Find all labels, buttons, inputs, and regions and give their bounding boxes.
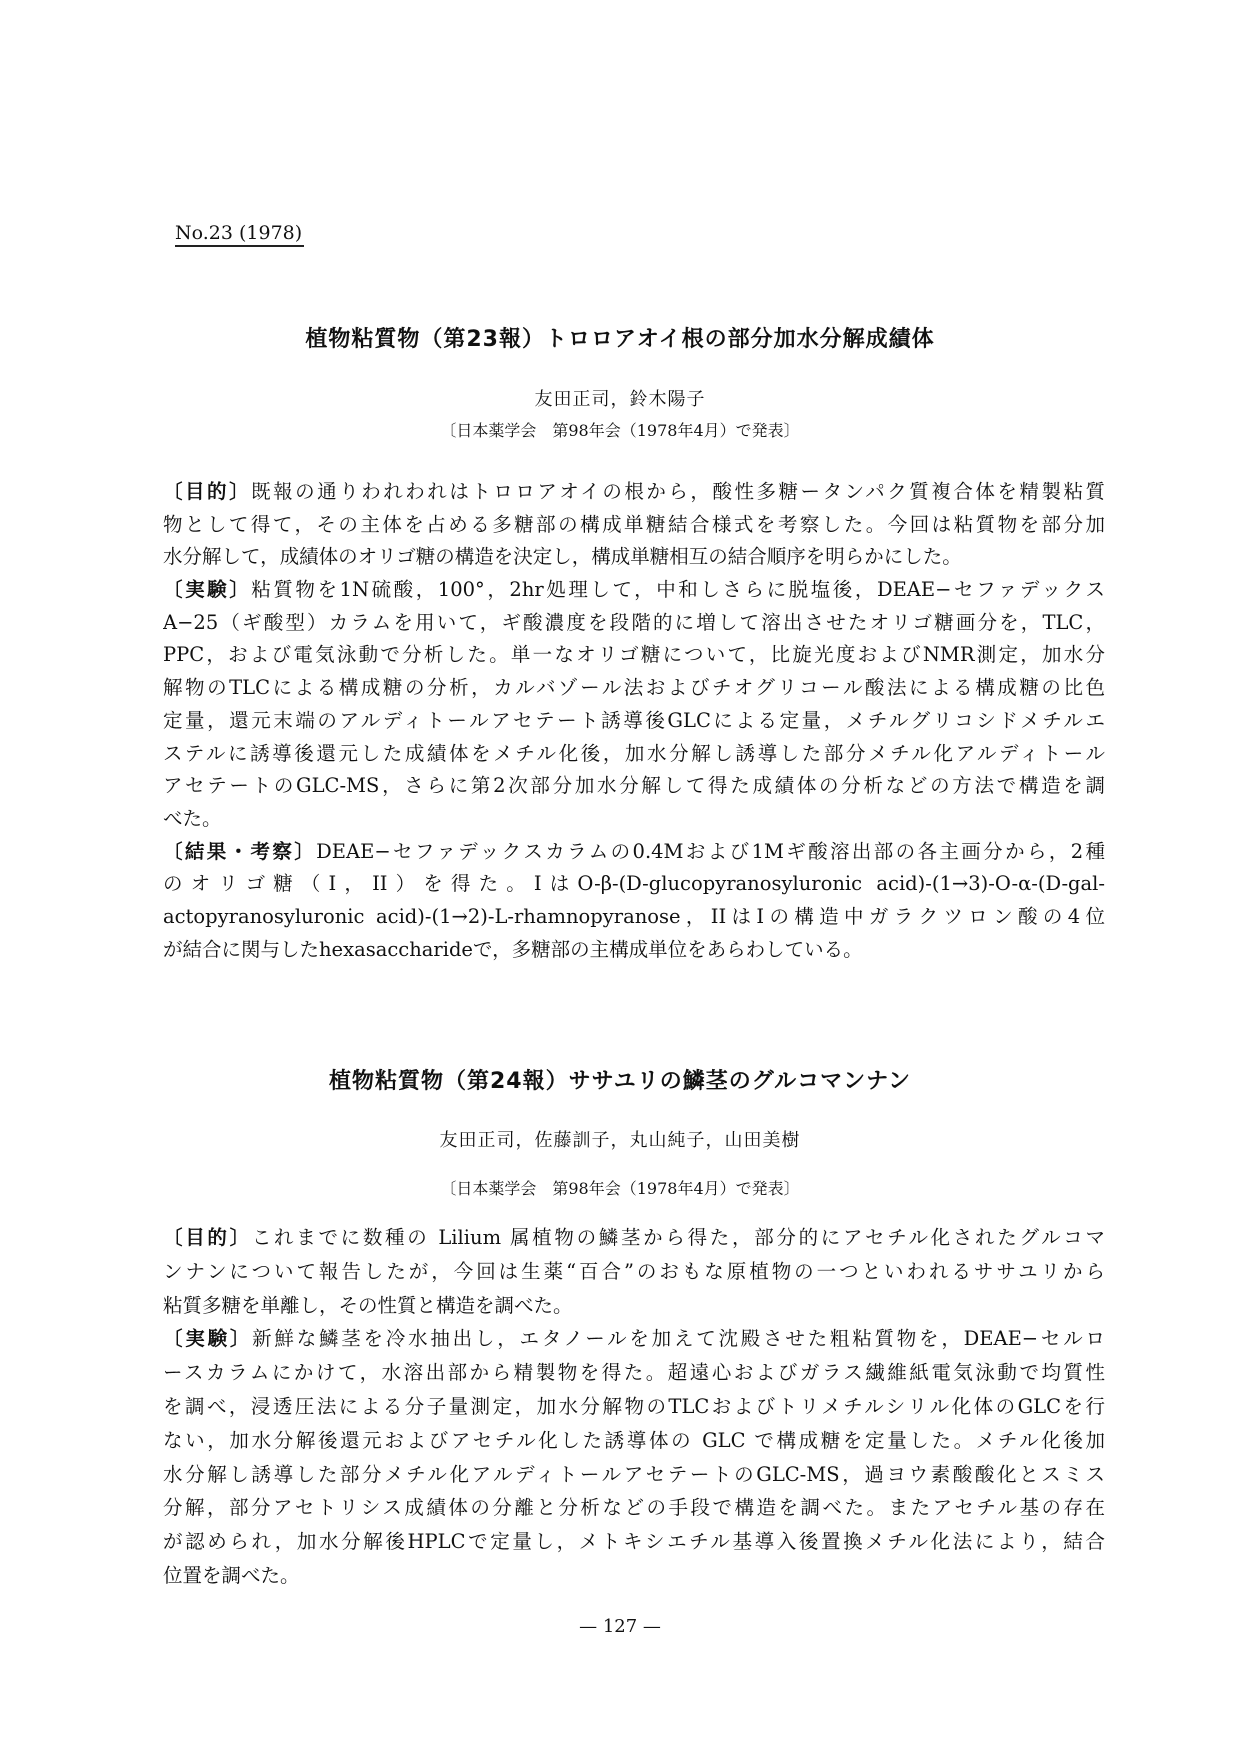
- paragraph-line: [163, 1390, 1105, 1424]
- line-text: 定量，還元末端のアルディトールアセテート誘導後GLCによる定量，メチルグリコシドメチルエ: [163, 708, 1105, 732]
- section-1-authors: 友田正司，鈴木陽子: [534, 389, 706, 410]
- paragraph-line: [163, 1255, 1105, 1289]
- line-text: DEAE−セファデックスカラムの0.4Mおよび1Mギ酸溶出部の各主画分から，2種: [316, 839, 1105, 863]
- paragraph-line: [163, 934, 1105, 967]
- line-text: 水分解して，成績体のオリゴ糖の構造を決定し，構成単糖相互の結合順序を明らかにした。: [163, 545, 962, 569]
- paragraph-label: 〔目的〕: [163, 1226, 252, 1249]
- line-text: ンナンについて報告したが，今回は生薬“百合”のおもな原植物の一つといわれるササユリから: [163, 1259, 1105, 1283]
- paragraph-line: [163, 476, 1105, 509]
- line-text: A−25（ギ酸型）カラムを用いて，ギ酸濃度を段階的に増して溶出させたオリゴ糖画分を，TLC，: [163, 610, 1105, 634]
- line-text: のオリゴ糖（I，II）を得た。IはO-β-(D-glucopyranosyluronic acid)-(1→3)-O-α-(D-gal-: [163, 872, 1105, 896]
- paragraph-line: [163, 836, 1105, 869]
- line-text: 水分解し誘導した部分メチル化アルディトールアセテートのGLC-MS，過ヨウ素酸酸化とスミス: [163, 1462, 1105, 1486]
- paragraph-line: [163, 672, 1105, 705]
- line-text: PPC，および電気泳動で分析した。単一なオリゴ糖について，比旋光度およびNMR測定，加水分: [163, 643, 1105, 667]
- line-text: 物として得て，その主体を占める多糖部の構成単糖結合様式を考察した。今回は粘質物を部分加: [163, 512, 1105, 536]
- paragraph-line: [163, 1525, 1105, 1559]
- paragraph-line: [163, 1356, 1105, 1390]
- section-1-title: 植物粘質物（第23報）トロロアオイ根の部分加水分解成績体: [305, 327, 935, 352]
- section-2-authors: 友田正司，佐藤訓子，丸山純子，山田美樹: [439, 1130, 801, 1151]
- paragraph-line: [163, 803, 1105, 836]
- line-text: を調べ，浸透圧法による分子量測定，加水分解物のTLCおよびトリメチルシリル化体のGLCを行: [163, 1394, 1105, 1418]
- paragraph-line: [163, 1322, 1105, 1356]
- paragraph-line: [163, 509, 1105, 542]
- paragraph-line: [163, 1424, 1105, 1458]
- paragraph-line: [163, 770, 1105, 803]
- line-text: が結合に関与したhexasaccharideで，多糖部の主構成単位をあらわしている。: [163, 937, 863, 961]
- paragraph-label: 〔実験〕: [163, 1327, 253, 1351]
- line-text: actopyranosyluronic acid)-(1→2)-L-rhamnopyranose，IIはIの構造中ガラクツロン酸の4位: [163, 904, 1105, 928]
- paragraph-line: [163, 738, 1105, 771]
- paragraph-line: [163, 1289, 1105, 1323]
- line-text: べた。: [163, 806, 222, 830]
- section-2-title: 植物粘質物（第24報）ササユリの鱗茎のグルコマンナン: [329, 1069, 911, 1094]
- line-text: ースカラムにかけて，水溶出部から精製物を得た。超遠心およびガラス繊維紙電気泳動で均質性: [163, 1361, 1105, 1385]
- paragraph-line: [163, 607, 1105, 640]
- section-2-conference: 〔日本薬学会 第98年会（1978年4月）で発表〕: [440, 1179, 800, 1198]
- paragraph-line: [163, 705, 1105, 738]
- line-text: 新鮮な鱗茎を冷水抽出し，エタノールを加えて沈殿させた粗粘質物を，DEAE−セルロ: [252, 1327, 1105, 1351]
- line-text: ステルに誘導後還元した成績体をメチル化後，加水分解し誘導した部分メチル化アルディトール: [163, 741, 1105, 765]
- paragraph-line: [163, 1221, 1105, 1255]
- line-text: 解物のTLCによる構成糖の分析，カルバゾール法およびチオグリコール酸法による構成糖の比色: [163, 676, 1105, 700]
- paragraph-line: [163, 868, 1105, 901]
- page-number: — 127 —: [579, 1616, 661, 1637]
- paragraph-label: 〔結果・考察〕: [163, 839, 317, 863]
- paragraph-label: 〔目的〕: [163, 480, 252, 503]
- section-1-conference: 〔日本薬学会 第98年会（1978年4月）で発表〕: [440, 421, 800, 440]
- paragraph-line: [163, 901, 1105, 934]
- line-text: 分解，部分アセトリシス成績体の分離と分析などの手段で構造を調べた。またアセチル基の存在: [163, 1496, 1105, 1520]
- paragraph-line: [163, 1559, 1105, 1593]
- paragraph-label: 〔実験〕: [163, 578, 252, 602]
- line-text: 位置を調べた。: [163, 1563, 300, 1587]
- paragraph-line: [163, 541, 1105, 574]
- issue-number: No.23 (1978): [175, 222, 304, 247]
- line-text: 粘質多糖を単離し，その性質と構造を調べた。: [163, 1293, 573, 1317]
- line-text: 粘質物を1N硫酸，100°，2hr処理して，中和しさらに脱塩後，DEAE−セファデックス: [251, 578, 1105, 602]
- section-2-body: [163, 1221, 1105, 1593]
- line-text: ない，加水分解後還元およびアセチル化した誘導体の GLC で構成糖を定量した。メチル化後加: [163, 1428, 1105, 1452]
- line-text: アセテートのGLC-MS，さらに第2次部分加水分解して得た成績体の分析などの方法で構造を調: [163, 774, 1105, 798]
- paragraph-line: [163, 639, 1105, 672]
- paragraph-line: [163, 1491, 1105, 1525]
- section-1-body: [163, 476, 1105, 966]
- line-text: 既報の通りわれわれはトロロアオイの根から，酸性多糖ータンパク質複合体を精製粘質: [251, 480, 1105, 503]
- line-text: が認められ，加水分解後HPLCで定量し，メトキシエチル基導入後置換メチル化法により，結合: [163, 1530, 1105, 1554]
- line-text: これまでに数種の Lilium 属植物の鱗茎から得た，部分的にアセチル化されたグルコマ: [251, 1226, 1105, 1249]
- paragraph-line: [163, 1458, 1105, 1492]
- paragraph-line: [163, 574, 1105, 607]
